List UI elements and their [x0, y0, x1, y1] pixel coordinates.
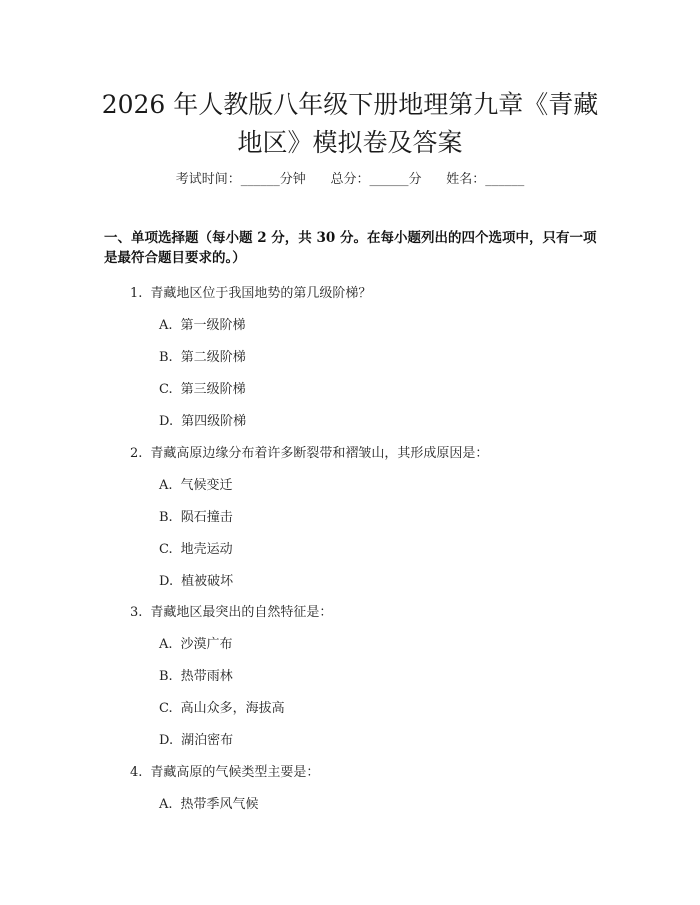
question-text: 青藏地区位于我国地势的第几级阶梯？ — [150, 286, 372, 301]
option-label: B. — [159, 669, 173, 684]
option-label: C. — [159, 382, 173, 397]
question-2-option-c — [159, 538, 233, 557]
option-label: B. — [159, 350, 173, 365]
question-2-option-b — [159, 506, 233, 525]
question-number: 1. — [130, 286, 143, 301]
question-1 — [130, 282, 371, 301]
option-label: A. — [159, 797, 173, 812]
option-text: 热带雨林 — [180, 669, 233, 684]
question-3-option-c — [159, 697, 285, 716]
option-text: 植被破坏 — [181, 574, 234, 589]
option-text: 高山众多，海拔高 — [180, 701, 285, 716]
option-label: C. — [159, 542, 173, 557]
question-1-option-c — [159, 378, 246, 397]
option-label: D. — [159, 414, 174, 429]
question-1-option-a — [159, 314, 246, 333]
section-heading — [104, 228, 604, 268]
option-text: 第三级阶梯 — [180, 382, 246, 397]
exam-info-line: 考试时间：______分钟 总分：______分 姓名：______ — [175, 172, 525, 187]
question-1-option-d — [159, 410, 246, 429]
option-label: D. — [159, 574, 174, 589]
title-line-1: 2026 年人教版八年级下册地理第九章《青藏 — [101, 90, 599, 119]
option-text: 湖泊密布 — [181, 733, 234, 748]
option-label: B. — [159, 510, 173, 525]
option-label: C. — [159, 701, 173, 716]
question-4 — [130, 761, 319, 780]
title-line-2: 地区》模拟卷及答案 — [237, 128, 463, 157]
question-number: 3. — [130, 605, 143, 620]
option-label: A. — [159, 478, 173, 493]
option-text: 第二级阶梯 — [180, 350, 246, 365]
option-text: 沙漠广布 — [180, 637, 233, 652]
question-1-option-b — [159, 346, 246, 365]
question-text: 青藏高原的气候类型主要是： — [150, 765, 320, 780]
question-4-option-a — [159, 793, 259, 812]
question-3-option-b — [159, 665, 233, 684]
option-label: A. — [159, 318, 173, 333]
question-3-option-a — [159, 633, 233, 652]
option-text: 第一级阶梯 — [180, 318, 246, 333]
question-3 — [130, 601, 332, 620]
question-3-option-d — [159, 729, 233, 748]
option-text: 陨石撞击 — [180, 510, 233, 525]
option-label: A. — [159, 637, 173, 652]
option-text: 气候变迁 — [180, 478, 233, 493]
option-text: 地壳运动 — [180, 542, 233, 557]
question-2 — [130, 442, 488, 461]
section-heading-line-2: 是最符合题目要求的。） — [104, 250, 246, 266]
question-number: 2. — [130, 446, 143, 461]
section-heading-line-1: 一、单项选择题（每小题 2 分，共 30 分。在每小题列出的四个选项中，只有一项 — [104, 230, 597, 246]
option-text: 第四级阶梯 — [181, 414, 247, 429]
option-text: 热带季风气候 — [180, 797, 259, 812]
question-number: 4. — [130, 765, 143, 780]
question-text: 青藏地区最突出的自然特征是： — [150, 605, 333, 620]
document-title — [0, 86, 700, 162]
question-text: 青藏高原边缘分布着许多断裂带和褶皱山，其形成原因是： — [150, 446, 489, 461]
question-2-option-d — [159, 570, 233, 589]
option-label: D. — [159, 733, 174, 748]
question-2-option-a — [159, 474, 233, 493]
